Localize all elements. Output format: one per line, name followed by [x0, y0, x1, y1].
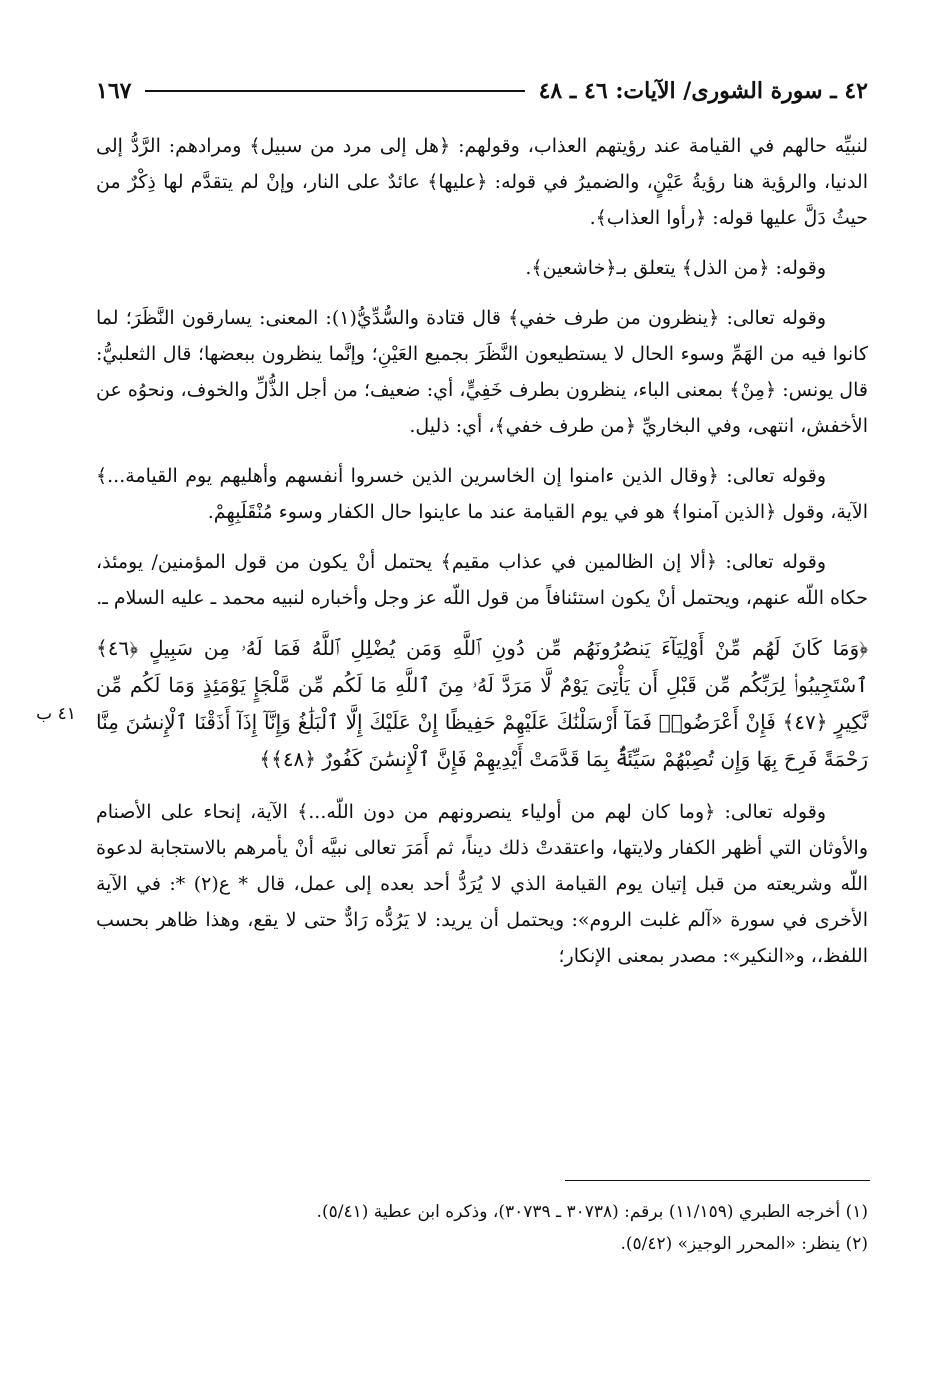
running-header-title: ٤٢ ـ سورة الشورى/ الآيات: ٤٦ ـ ٤٨	[538, 78, 868, 104]
footnote-separator	[565, 1180, 870, 1181]
footnote-1: (١) أخرجه الطبري (١١/١٥٩) برقم: (٣٠٧٣٨ ـ ٣٠٧٣٩)، وذكره ابن عطية (٥/٤١).	[316, 1202, 868, 1222]
manuscript-folio-note: ٤١ ب	[36, 704, 76, 724]
paragraph-6: وقوله تعالى: ﴿وما كان لهم من أولياء ينصرونهم من دون اللّه...﴾ الآية، إنحاء على الأصنام والأوثان التي أظهر الكفار ولايتها، واعتقدتْ ذلك ديناً، ثم أَمَرَ تعالى نبيَّه أنْ يأمرهم بالاستجابة لدعوة اللّه وشريعته من قبل إتيان يوم القيامة الذي لا يُرَدُّ أحد بعده إلى عمل، قال * ع(٢) *: في الآية الأخرى في سورة «آلم غلبت الروم»: ويحتمل أن يريد: لا يَرُدُّه رَادٌّ حتى لا يقع، وهذا ظاهر بحسب اللفظ،، و«النكير»: مصدر بمعنى الإنكار؛	[96, 801, 868, 967]
paragraph-1: لنبيِّه حالهم في القيامة عند رؤيتهم العذاب، وقولهم: ﴿هل إلى مرد من سبيل﴾ ومرادهم: الرَّدُّ إلى الدنيا، والرؤية هنا رؤيةُ عَيْنٍ، والضميرُ في قوله: ﴿عليها﴾ عائدٌ على النار، وإنْ لم يتقدَّم لها ذِكْرٌ من حيثُ دَلَّ عليها قوله: ﴿رأوا العذاب﴾.	[96, 135, 868, 229]
page-header	[96, 74, 868, 108]
body-text	[96, 128, 868, 988]
quran-verses-block: ﴿وَمَا كَانَ لَهُم مِّنْ أَوْلِيَآءَ يَنصُرُونَهُم مِّن دُونِ ٱللَّهِ وَمَن يُضْلِلِ ٱللَّهُ فَمَا لَهُۥ مِن سَبِيلٍ ﴿٤٦﴾ ٱسْتَجِيبُوا۟ لِرَبِّكُم مِّن قَبْلِ أَن يَأْتِىَ يَوْمٌ لَّا مَرَدَّ لَهُۥ مِنَ ٱللَّهِ مَا لَكُم مِّن مَّلْجَإٍ يَوْمَئِذٍ وَمَا لَكُم مِّن نَّكِيرٍ ﴿٤٧﴾ فَإِنْ أَعْرَضُوا۟ فَمَآ أَرْسَلْنَٰكَ عَلَيْهِمْ حَفِيظًا إِنْ عَلَيْكَ إِلَّا ٱلْبَلَٰغُ وَإِنَّآ إِذَآ أَذَقْنَا ٱلْإِنسَٰنَ مِنَّا رَحْمَةً فَرِحَ بِهَا وَإِن تُصِبْهُمْ سَيِّئَةٌۢ بِمَا قَدَّمَتْ أَيْدِيهِمْ فَإِنَّ ٱلْإِنسَٰنَ كَفُورٌ ﴿٤٨﴾﴾	[96, 636, 868, 771]
paragraph-2: وقوله: ﴿من الذل﴾ يتعلق بـ﴿خاشعين﴾.	[525, 257, 826, 279]
paragraph-3: وقوله تعالى: ﴿ينظرون من طرف خفي﴾ قال قتادة والسُّدِّيُّ(١): المعنى: يسارقون النَّظَرَ؛ لما كانوا فيه من الهَمِّ وسوء الحال لا يستطيعون النَّظَرَ بجميع العَيْنِ؛ وإنَّما ينظرون ببعضها؛ قال الثعلبيُّ: قال يونس: ﴿مِنْ﴾ بمعنى الباء، ينظرون بطرف خَفِيٍّ، أي: ضعيف؛ من أجل الذُّلِّ والخوف، ونحوُه عن الأخفش، انتهى، وفي البخاريِّ ﴿من طرف خفي﴾، أي: ذليل.	[96, 307, 868, 437]
footnotes	[96, 1196, 868, 1260]
paragraph-5: وقوله تعالى: ﴿ألا إن الظالمين في عذاب مقيم﴾ يحتمل أنْ يكون من قول المؤمنين/ يومئذ، حكاه اللّه عنهم، ويحتمل أنْ يكون استئنافاً من قول اللّه عز وجل وأخباره لنبيه محمد ـ عليه السلام ـ.	[96, 551, 868, 609]
paragraph-4: وقوله تعالى: ﴿وقال الذين ءامنوا إن الخاسرين الذين خسروا أنفسهم وأهليهم يوم القيامة...﴾ الآية، وقول ﴿الذين آمنوا﴾ هو في يوم القيامة عند ما عاينوا حال الكفار وسوء مُنْقَلَبِهِمْ.	[96, 465, 868, 523]
page-number: ١٦٧	[96, 78, 132, 104]
footnote-2: (٢) ينظر: «المحرر الوجيز» (٥/٤٢).	[620, 1234, 868, 1254]
header-rule	[145, 90, 524, 92]
